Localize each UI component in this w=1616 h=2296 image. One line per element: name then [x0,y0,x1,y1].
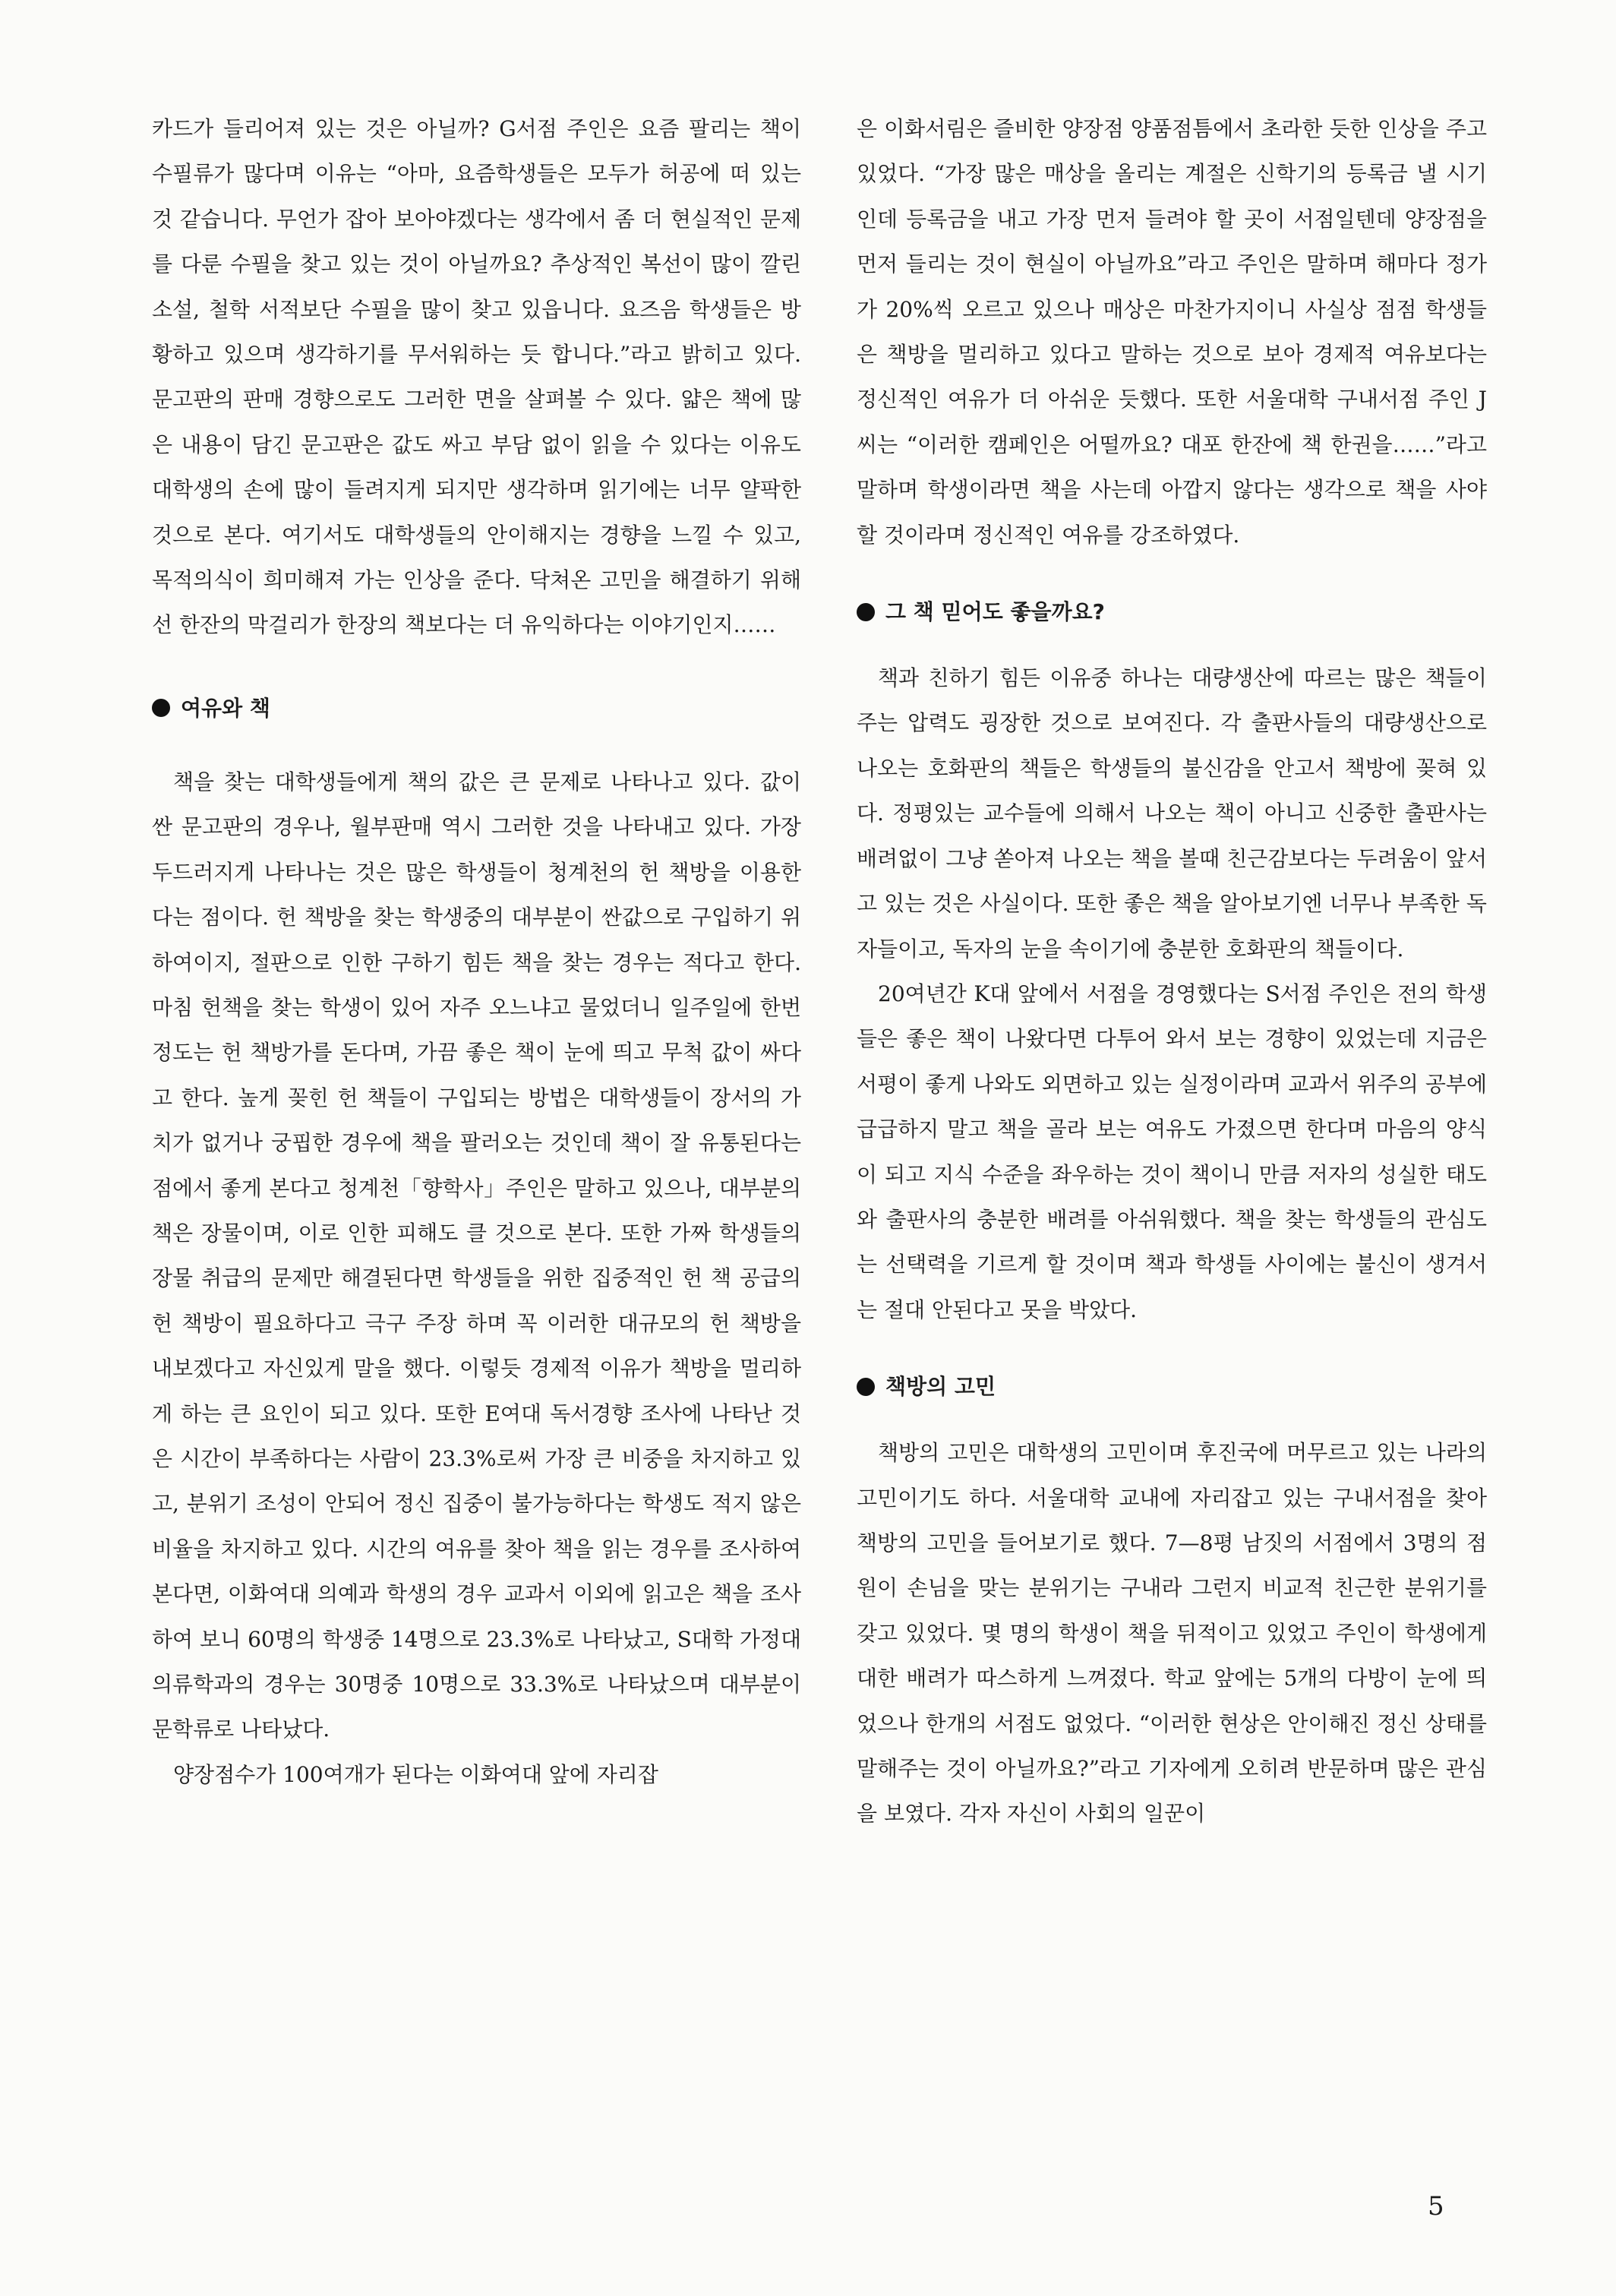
right-paragraph-4: 책방의 고민은 대학생의 고민이며 후진국에 머무르고 있는 나라의 고민이기도 하다. 서울대학 교내에 자리잡고 있는 구내서점을 찾아 책방의 고민을 들어보기로 했다. 7—8평 남짓의 서점에서 3명의 점원이 손님을 맞는 분위기는 구내라 그런지 비교적 친근한 분위기를 갖고 있었다. 몇 명의 학생이 책을 뒤적이고 있었고 주인이 학생에게 대한 배려가 따스하게 느껴졌다. 학교 앞에는 5개의 다방이 눈에 띄었으나 한개의 서점도 없었다. “이러한 현상은 안이해진 정신 상태를 말해주는 것이 아닐까요?”라고 기자에게 오히려 반문하며 많은 관심을 보였다. 각자 자신이 사회의 일꾼이 [857,1440,1487,1827]
section-heading-yeoyu [152,686,801,731]
bullet-icon [152,699,170,717]
section-heading-label: 여유와 책 [181,695,270,721]
section-heading-trust [857,589,1487,634]
left-paragraph-3: 양장점수가 100여개가 된다는 이화여대 앞에 자리잡 [173,1761,658,1787]
left-column [152,106,801,1797]
section-heading-label: 그 책 믿어도 좋을까요? [885,599,1105,625]
bullet-icon [857,1378,875,1396]
right-paragraph-1: 은 이화서림은 즐비한 양장점 양품점틈에서 초라한 듯한 인상을 주고 있었다. “가장 많은 매상을 올리는 계절은 신학기의 등록금 낼 시기인데 등록금을 내고 가장 먼저 들려야 할 곳이 서점일텐데 양장점을 먼저 들리는 것이 현실이 아닐까요”라고 주인은 말하며 해마다 정가가 20%씩 오르고 있으나 매상은 마찬가지이니 사실상 점점 학생들은 책방을 멀리하고 있다고 말하는 것으로 보아 경제적 여유보다는 정신적인 여유가 더 아쉬운 듯했다. 또한 서울대학 구내서점 주인 J씨는 “이러한 캠페인은 어떨까요? 대포 한잔에 책 한권을……”라고 말하며 학생이라면 책을 사는데 아깝지 않다는 생각으로 책을 사야 할 것이라며 정신적인 여유를 강조하였다. [857,116,1487,548]
left-paragraph-1: 카드가 들리어져 있는 것은 아닐까? G서점 주인은 요즘 팔리는 책이 수필류가 많다며 이유는 “아마, 요즘학생들은 모두가 허공에 떠 있는 것 같습니다. 무언가 잡아 보아야겠다는 생각에서 좀 더 현실적인 문제를 다룬 수필을 찾고 있는 것이 아닐까요? 추상적인 복선이 많이 깔린 소설, 철학 서적보단 수필을 많이 찾고 있읍니다. 요즈음 학생들은 방황하고 있으며 생각하기를 무서워하는 듯 합니다.”라고 밝히고 있다. 문고판의 판매 경향으로도 그러한 면을 살펴볼 수 있다. 얇은 책에 많은 내용이 담긴 문고판은 값도 싸고 부담 없이 읽을 수 있다는 이유도 대학생의 손에 많이 들려지게 되지만 생각하며 읽기에는 너무 얄팍한 것으로 본다. 여기서도 대학생들의 안이해지는 경향을 느낄 수 있고, 목적의식이 희미해져 가는 인상을 준다. 닥쳐온 고민을 해결하기 위해선 한잔의 막걸리가 한장의 책보다는 더 유익하다는 이야기인지…… [152,116,801,638]
bullet-icon [857,603,875,621]
section-heading-label: 책방의 고민 [885,1374,996,1400]
left-paragraph-2: 책을 찾는 대학생들에게 책의 값은 큰 문제로 나타나고 있다. 값이 싼 문고판의 경우나, 월부판매 역시 그러한 것을 나타내고 있다. 가장 두드러지게 나타나는 것은 많은 학생들이 청계천의 헌 책방을 이용한다는 점이다. 헌 책방을 찾는 학생중의 대부분이 싼값으로 구입하기 위하여이지, 절판으로 인한 구하기 힘든 책을 찾는 경우는 적다고 한다. 마침 헌책을 찾는 학생이 있어 자주 오느냐고 물었더니 일주일에 한번 정도는 헌 책방가를 돈다며, 가끔 좋은 책이 눈에 띄고 무척 값이 싸다고 한다. 높게 꽂힌 헌 책들이 구입되는 방법은 대학생들이 장서의 가치가 없거나 궁핍한 경우에 책을 팔러오는 것인데 책이 잘 유통된다는 점에서 좋게 본다고 청계천「향학사」주인은 말하고 있으나, 대부분의 책은 장물이며, 이로 인한 피해도 클 것으로 본다. 또한 가짜 학생들의 장물 취급의 문제만 해결된다면 학생들을 위한 집중적인 헌 책 공급의 헌 책방이 필요하다고 극구 주장 하며 꼭 이러한 대규모의 헌 책방을 내보겠다고 자신있게 말을 했다. 이렇듯 경제적 이유가 책방을 멀리하게 하는 큰 요인이 되고 있다. 또한 E여대 독서경향 조사에 나타난 것은 시간이 부족하다는 사람이 23.3%로써 가장 큰 비중을 차지하고 있고, 분위기 조성이 안되어 정신 집중이 불가능하다는 학생도 적지 않은 비율을 차지하고 있다. 시간의 여유를 찾아 책을 읽는 경우를 조사하여 본다면, 이화여대 의예과 학생의 경우 교과서 이외에 읽고은 책을 조사하여 보니 60명의 학생중 14명으로 23.3%로 나타났고, S대학 가정대 의류학과의 경우는 30명중 10명으로 33.3%로 나타났으며 대부분이 문학류로 나타났다. [152,769,801,1742]
right-paragraph-2: 책과 친하기 힘든 이유중 하나는 대량생산에 따르는 많은 책들이 주는 압력도 굉장한 것으로 보여진다. 각 출판사들의 대량생산으로 나오는 호화판의 책들은 학생들의 불신감을 안고서 책방에 꽂혀 있다. 정평있는 교수들에 의해서 나오는 책이 아니고 신중한 출판사는 배려없이 그냥 쏟아져 나오는 책을 볼때 친근감보다는 두려움이 앞서고 있는 것은 사실이다. 또한 좋은 책을 알아보기엔 너무나 부족한 독자들이고, 독자의 눈을 속이기에 충분한 호화판의 책들이다. [857,665,1487,962]
right-paragraph-3: 20여년간 K대 앞에서 서점을 경영했다는 S서점 주인은 전의 학생들은 좋은 책이 나왔다면 다투어 와서 보는 경향이 있었는데 지금은 서평이 좋게 나와도 외면하고 있는 실정이라며 교과서 위주의 공부에 급급하지 말고 책을 골라 보는 여유도 가졌으면 한다며 마음의 양식이 되고 지식 수준을 좌우하는 것이 책이니 만큼 저자의 성실한 태도와 출판사의 충분한 배려를 아쉬워했다. 책을 찾는 학생들의 관심도는 선택력을 기르게 할 것이며 책과 학생들 사이에는 불신이 생겨서는 절대 안된다고 못을 박았다. [857,981,1487,1322]
section-heading-bookstore [857,1364,1487,1409]
page-number: 5 [1428,2191,1444,2222]
right-column [857,106,1487,1836]
